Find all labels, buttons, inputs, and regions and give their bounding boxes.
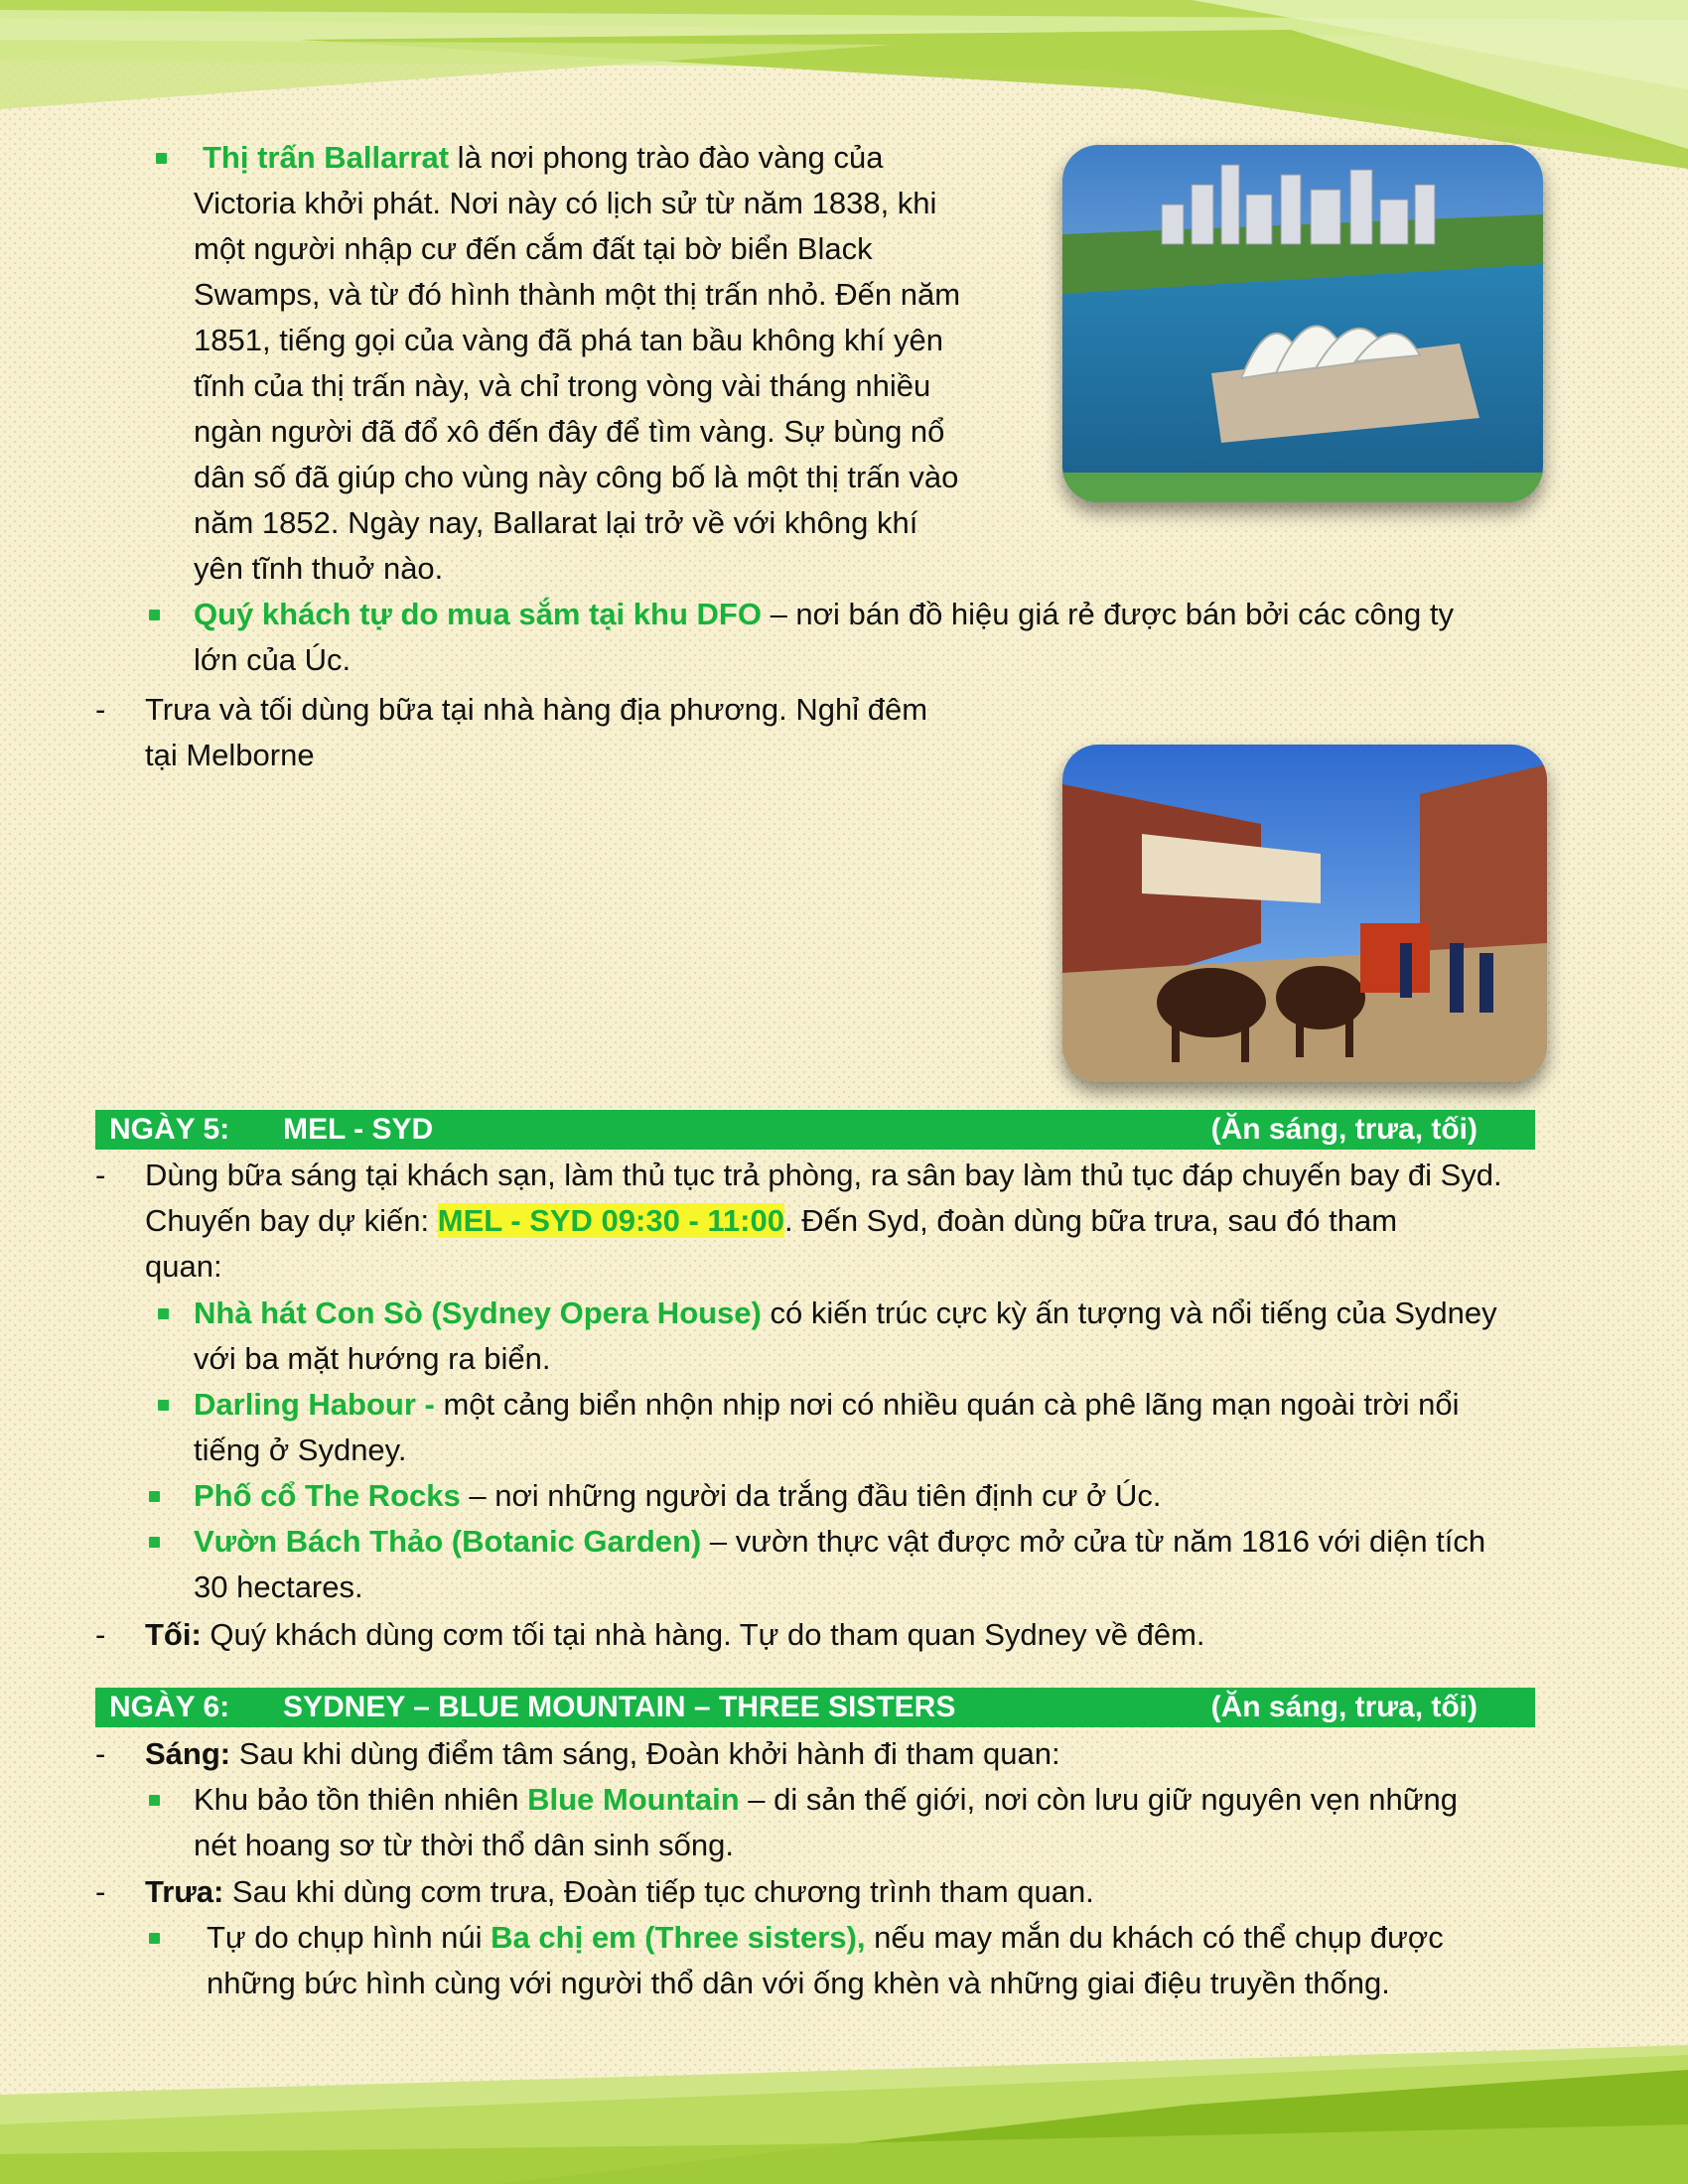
ballarat-line: năm 1852. Ngày nay, Ballarat lại trở về với không khí <box>194 505 918 540</box>
day5-intro-line: Chuyến bay dự kiến: <box>145 1203 438 1238</box>
day5-intro-line: quan: <box>145 1249 222 1284</box>
ballarat-line: một người nhập cư đến cắm đất tại bờ biển Black <box>194 231 873 266</box>
day6-route: SYDNEY – BLUE MOUNTAIN – THREE SISTERS <box>283 1691 956 1723</box>
dash-marker: - <box>95 1617 106 1652</box>
opera-title: Nhà hát Con Sò (Sydney Opera House) <box>194 1296 762 1330</box>
bullet-marker <box>158 1400 169 1411</box>
morning-label: Sáng: <box>145 1736 231 1771</box>
day5-meals: (Ăn sáng, trưa, tối) <box>1210 1113 1477 1146</box>
darling-title: Darling Habour - <box>194 1387 435 1422</box>
bullet-marker <box>149 1795 160 1806</box>
ballarat-title: Thị trấn Ballarrat <box>203 140 450 175</box>
dfo-title: Quý khách tự do mua sắm tại khu DFO <box>194 597 762 631</box>
day5-label: NGÀY 5: <box>109 1113 230 1146</box>
noon-label: Trưa: <box>145 1874 224 1909</box>
bullet-marker <box>149 610 160 620</box>
opera-line: có kiến trúc cực kỳ ấn tượng và nổi tiếng của Sydney <box>761 1296 1497 1330</box>
day5-intro-paragraph <box>145 1153 1593 1290</box>
evening-text: Quý khách dùng cơm tối tại nhà hàng. Tự do tham quan Sydney về đêm. <box>201 1617 1205 1652</box>
botanic-line: – vườn thực vật được mở cửa từ năm 1816 với diện tích <box>701 1524 1486 1559</box>
day5-evening-paragraph <box>145 1612 1593 1658</box>
rocks-title: Phố cổ The Rocks <box>194 1478 461 1513</box>
meal-day4-line: tại Melborne <box>145 738 315 772</box>
ballarat-line: Swamps, và từ đó hình thành một thị trấn nhỏ. Đến năm <box>194 277 961 312</box>
ballarat-paragraph <box>194 135 1008 592</box>
dfo-paragraph <box>194 592 1592 683</box>
dash-marker: - <box>95 1736 106 1771</box>
bullet-marker <box>156 153 167 164</box>
blue-mountain-title: Blue Mountain <box>527 1782 740 1817</box>
day5-header-bar <box>95 1110 1535 1150</box>
botanic-paragraph <box>194 1519 1592 1610</box>
ballarat-line: Victoria khởi phát. Nơi này có lịch sử từ năm 1838, khi <box>194 186 937 220</box>
blue-line: Khu bảo tồn thiên nhiên <box>194 1782 528 1817</box>
dash-marker: - <box>95 1158 106 1192</box>
three-sisters-title: Ba chị em (Three sisters), <box>491 1920 866 1955</box>
evening-label: Tối: <box>145 1617 202 1652</box>
day5-route: MEL - SYD <box>283 1113 434 1146</box>
blue-mountain-paragraph <box>194 1777 1592 1868</box>
bullet-marker <box>149 1491 160 1502</box>
day6-header-bar <box>95 1688 1535 1727</box>
dfo-line: lớn của Úc. <box>194 642 352 677</box>
bullet-marker <box>158 1308 169 1319</box>
botanic-line: 30 hectares. <box>194 1570 363 1604</box>
bottom-decoration <box>0 2035 1688 2184</box>
opera-paragraph <box>194 1291 1592 1382</box>
ballarat-line: dân số đã giúp cho vùng này công bố là một thị trấn vào <box>194 460 959 494</box>
noon-text: Sau khi dùng cơm trưa, Đoàn tiếp tục chương trình tham quan. <box>223 1874 1094 1909</box>
bullet-marker <box>149 1933 160 1944</box>
three-sisters-paragraph <box>207 1915 1592 2006</box>
day6-meals: (Ăn sáng, trưa, tối) <box>1210 1691 1477 1723</box>
ballarat-street-photo <box>1062 745 1547 1082</box>
dash-marker: - <box>95 1874 106 1909</box>
sisters-line: Tự do chụp hình núi <box>207 1920 492 1955</box>
opera-line: với ba mặt hướng ra biển. <box>194 1341 551 1376</box>
sisters-line: những bức hình cùng với người thổ dân với ống khèn và những giai điệu truyền thống. <box>207 1966 1390 2000</box>
day6-noon-paragraph <box>145 1869 1593 1915</box>
ballarat-line: là nơi phong trào đào vàng của <box>449 140 884 175</box>
darling-line: một cảng biển nhộn nhịp nơi có nhiều quán cà phê lãng mạn ngoài trời nổi <box>434 1387 1460 1422</box>
darling-paragraph <box>194 1382 1592 1473</box>
meal-day4-line: Trưa và tối dùng bữa tại nhà hàng địa phương. Nghỉ đêm <box>145 692 928 727</box>
ballarat-line: yên tĩnh thuở nào. <box>194 551 444 586</box>
darling-line: tiếng ở Sydney. <box>194 1433 407 1467</box>
dash-marker: - <box>95 692 106 727</box>
ballarat-line: tĩnh của thị trấn này, và chỉ trong vòng vài tháng nhiều <box>194 368 931 403</box>
morning-text: Sau khi dùng điểm tâm sáng, Đoàn khởi hành đi tham quan: <box>230 1736 1060 1771</box>
ballarat-line: 1851, tiếng gọi của vàng đã phá tan bầu không khí yên <box>194 323 943 357</box>
blue-line: nét hoang sơ từ thời thổ dân sinh sống. <box>194 1828 734 1862</box>
sisters-line: nếu may mắn du khách có thể chụp được <box>865 1920 1444 1955</box>
blue-line: – di sản thế giới, nơi còn lưu giữ nguyên vẹn những <box>739 1782 1459 1817</box>
dfo-line: – nơi bán đồ hiệu giá rẻ được bán bởi các công ty <box>761 597 1454 631</box>
day6-morning-paragraph <box>145 1731 1593 1777</box>
ballarat-line: ngàn người đã đổ xô đến đây để tìm vàng. Sự bùng nổ <box>194 414 945 449</box>
rocks-paragraph <box>194 1473 1592 1519</box>
rocks-line: – nơi những người da trắng đầu tiên định cư ở Úc. <box>460 1478 1162 1513</box>
sydney-opera-house-photo <box>1062 145 1543 502</box>
botanic-title: Vườn Bách Thảo (Botanic Garden) <box>194 1524 702 1559</box>
bullet-marker <box>149 1537 160 1548</box>
day5-intro-line: . Đến Syd, đoàn dùng bữa trưa, sau đó tham <box>783 1203 1398 1238</box>
day6-label: NGÀY 6: <box>109 1691 230 1723</box>
flight-highlight: MEL - SYD 09:30 - 11:00 <box>437 1203 784 1238</box>
meal-day4-paragraph <box>145 687 1009 778</box>
day5-intro-line: Dùng bữa sáng tại khách sạn, làm thủ tục trả phòng, ra sân bay làm thủ tục đáp chuyến bay đi Syd. <box>145 1158 1502 1192</box>
